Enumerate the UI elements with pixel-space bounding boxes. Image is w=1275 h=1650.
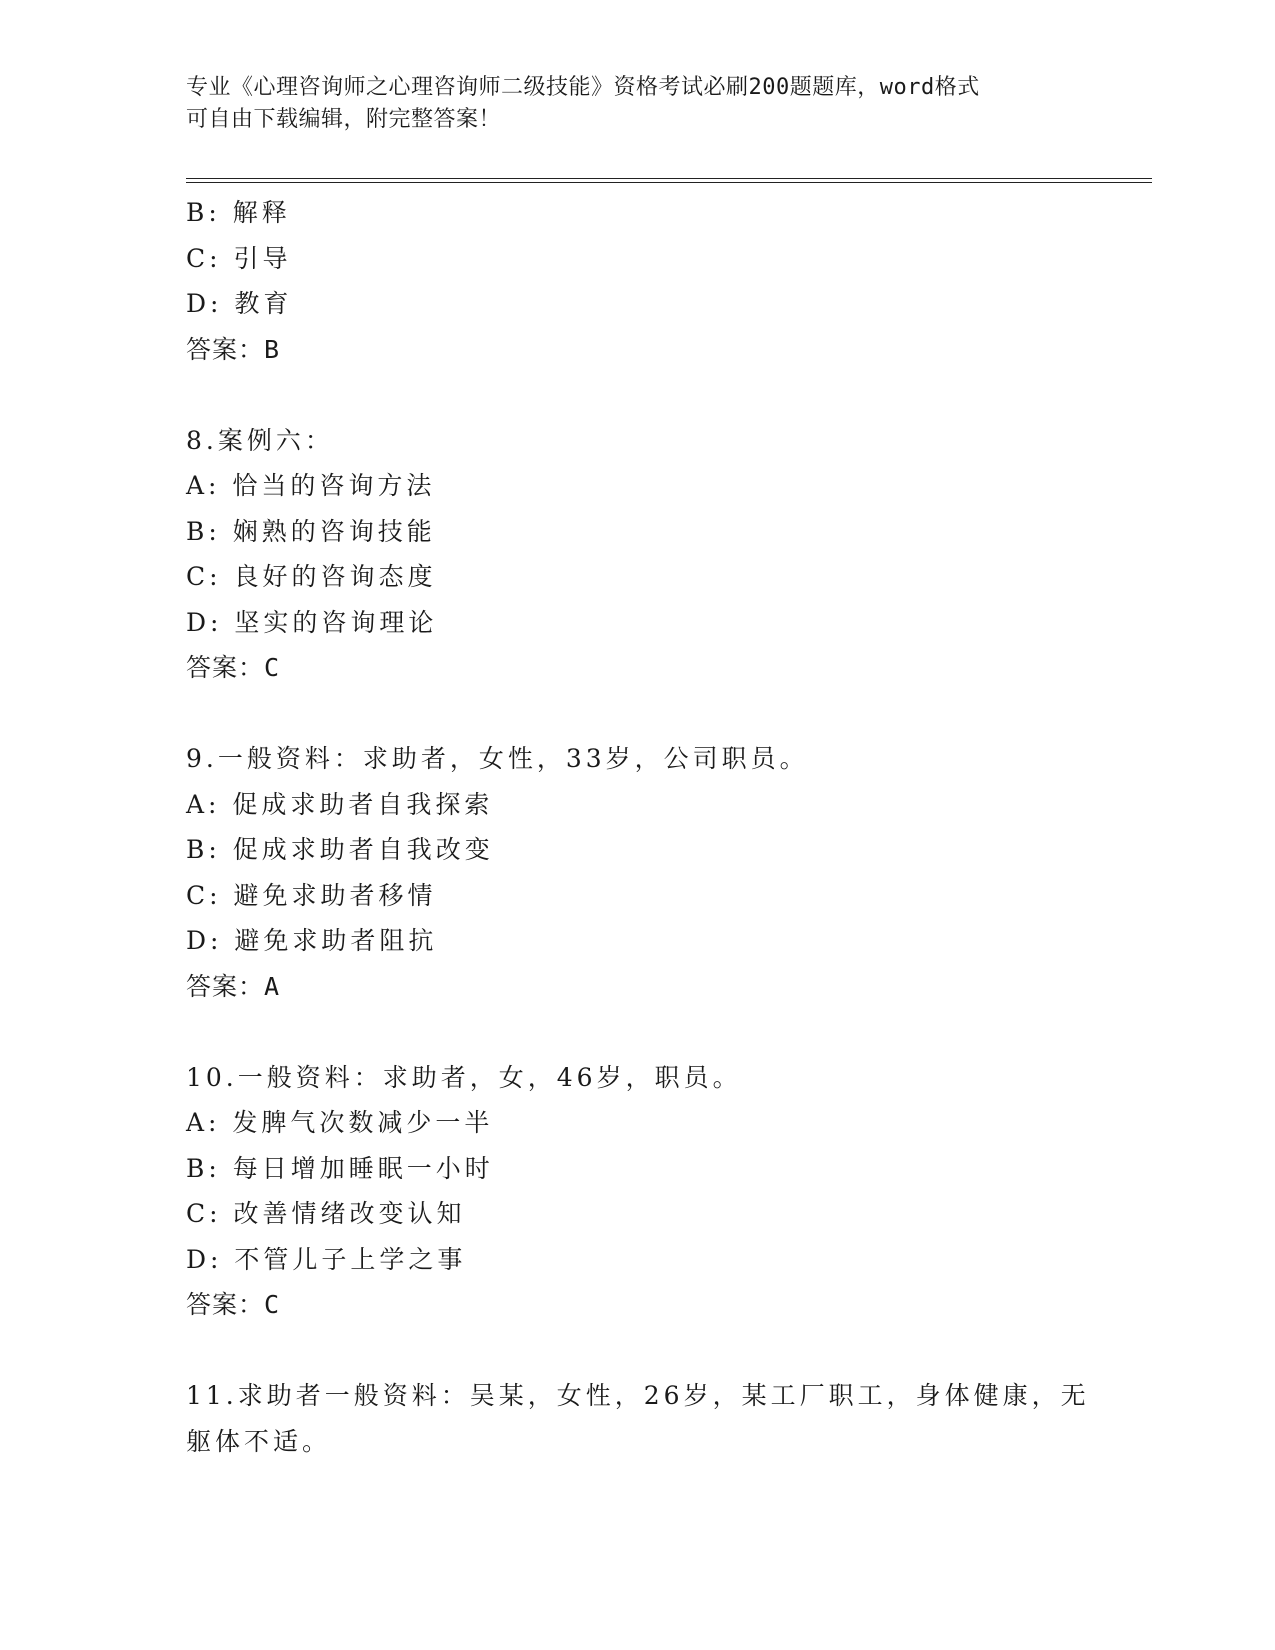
option-d: D: 不管儿子上学之事	[186, 1244, 467, 1274]
question-10	[186, 1055, 1086, 1328]
option-c: C: 避免求助者移情	[186, 880, 437, 910]
header-divider-bottom	[186, 182, 1152, 183]
option-d: D: 避免求助者阻抗	[186, 926, 438, 955]
question-8	[186, 418, 1086, 691]
option-c: C: 改善情绪改变认知	[186, 1199, 466, 1228]
question-list	[186, 190, 1090, 1464]
question-11	[186, 1373, 1090, 1464]
question-stem-line-1: 11.求助者一般资料：吴某，女性，26岁，某工厂职工，身体健康，无	[186, 1381, 1090, 1410]
question-9	[186, 736, 1086, 1009]
answer: 答案：B	[186, 334, 281, 364]
option-c: C: 良好的咨询态度	[186, 562, 437, 591]
option-b: B: 每日增加睡眠一小时	[186, 1153, 494, 1183]
option-d: D: 教育	[186, 289, 293, 318]
option-a: A: 恰当的咨询方法	[186, 471, 436, 500]
option-b: B: 促成求助者自我改变	[186, 835, 494, 864]
option-a: A: 发脾气次数减少一半	[186, 1108, 494, 1137]
header-title-line-2: 可自由下载编辑，附完整答案！	[186, 107, 502, 132]
question-stem: 10.一般资料：求助者，女，46岁，职员。	[186, 1062, 742, 1092]
header-title-line-1: 专业《心理咨询师之心理咨询师二级技能》资格考试必刷200题题库，word格式	[186, 75, 980, 100]
question-stem: 8.案例六：	[186, 425, 334, 455]
spacer	[186, 691, 1086, 737]
question-stem-line-2: 躯体不适。	[186, 1426, 332, 1456]
header-divider-top	[186, 178, 1152, 179]
question-7	[186, 190, 1086, 372]
spacer	[186, 1328, 1086, 1374]
answer: 答案：A	[186, 971, 281, 1001]
option-c: C: 引导	[186, 243, 292, 273]
option-d: D: 坚实的咨询理论	[186, 607, 438, 637]
question-stem: 9.一般资料：求助者，女性，33岁，公司职员。	[186, 744, 809, 773]
document-header	[186, 72, 1066, 136]
answer: 答案：C	[186, 1290, 281, 1319]
option-b: B: 娴熟的咨询技能	[186, 516, 436, 546]
answer: 答案：C	[186, 653, 281, 682]
spacer	[186, 1009, 1086, 1055]
option-a: A: 促成求助者自我探索	[186, 789, 494, 819]
option-b: B: 解释	[186, 198, 291, 227]
spacer	[186, 372, 1086, 418]
